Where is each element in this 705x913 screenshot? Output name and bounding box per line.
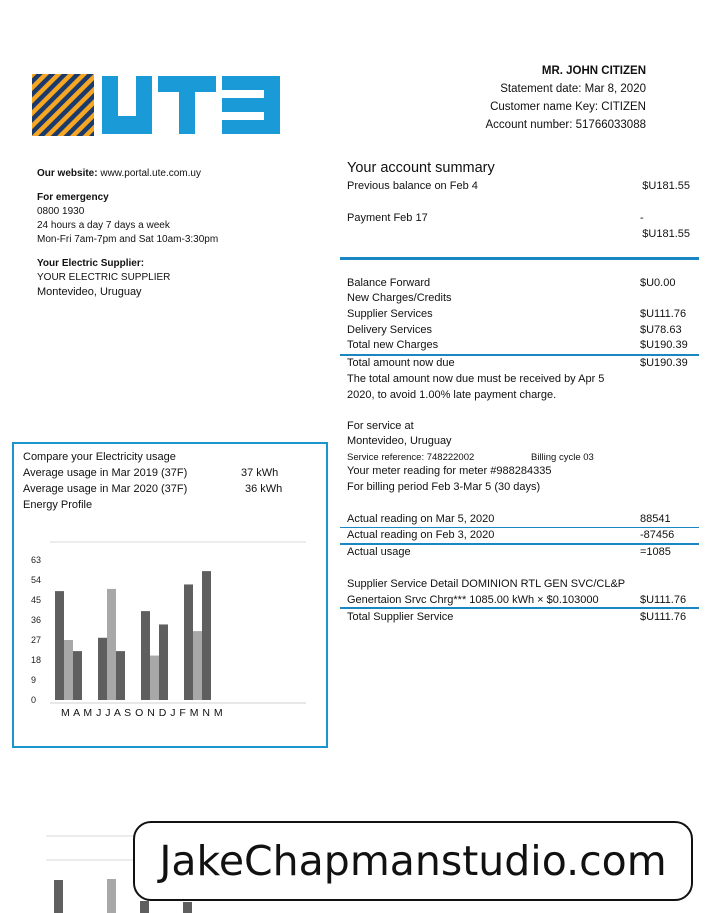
usage-bar bbox=[73, 651, 82, 700]
energy-profile-label: Energy Profile bbox=[23, 499, 93, 511]
fragment-bar bbox=[107, 879, 116, 913]
prev-balance-label: Previous balance on Feb 4 bbox=[347, 180, 478, 192]
balance-forward-row bbox=[347, 276, 690, 291]
new-charges-label: New Charges/Credits bbox=[347, 292, 452, 304]
contact-info bbox=[37, 167, 317, 299]
total-new-value: $U190.39 bbox=[640, 339, 688, 351]
payment-row bbox=[347, 211, 690, 226]
y-tick-label: 45 bbox=[31, 595, 42, 605]
usage-bar bbox=[55, 591, 64, 700]
usage-bar bbox=[150, 656, 159, 700]
usage-bar bbox=[202, 571, 211, 700]
avg-2019-value: 37 kWh bbox=[241, 467, 279, 479]
service-reference-row bbox=[347, 450, 690, 465]
y-tick-label: 18 bbox=[31, 655, 42, 665]
balance-forward-value: $U0.00 bbox=[640, 277, 676, 289]
due-note-text: 2020, to avoid 1.00% late payment charge. bbox=[347, 389, 557, 401]
y-tick-label: 36 bbox=[31, 615, 42, 625]
meter-reading-row bbox=[347, 464, 690, 479]
prev-balance-value: $U181.55 bbox=[642, 180, 690, 192]
website-link[interactable]: www.portal.ute.com.uy bbox=[100, 168, 201, 179]
meter-reading: Your meter reading for meter #988284335 bbox=[347, 465, 552, 477]
y-tick-label: 27 bbox=[31, 635, 42, 645]
usage-bar bbox=[107, 589, 116, 700]
avg-2019-label: Average usage in Mar 2019 (37F) bbox=[23, 467, 188, 479]
divider bbox=[340, 257, 699, 260]
billing-period: For billing period Feb 3-Mar 5 (30 days) bbox=[347, 481, 541, 493]
actual-mar-row bbox=[347, 512, 690, 527]
emergency-schedule: Mon-Fri 7am-7pm and Sat 10am-3:30pm bbox=[37, 234, 219, 245]
usage-chart bbox=[14, 444, 326, 746]
for-service-label: For service at bbox=[347, 420, 414, 432]
total-due-value: $U190.39 bbox=[640, 357, 688, 369]
delivery-services-value: $U78.63 bbox=[640, 324, 682, 336]
due-note-2 bbox=[347, 388, 690, 403]
usage-bar bbox=[64, 640, 73, 700]
fragment-bar bbox=[183, 902, 192, 913]
actual-usage-value: =1085 bbox=[640, 546, 671, 558]
fragment-bar bbox=[54, 880, 63, 913]
emergency-title: For emergency bbox=[37, 192, 109, 203]
y-tick-label: 0 bbox=[31, 695, 37, 705]
total-due-label: Total amount now due bbox=[347, 357, 455, 369]
usage-bar bbox=[159, 624, 168, 700]
actual-feb-label: Actual reading on Feb 3, 2020 bbox=[347, 529, 495, 541]
usage-bar bbox=[116, 651, 125, 700]
customer-key: Customer name Key: CITIZEN bbox=[490, 101, 646, 113]
billing-cycle: Billing cycle 03 bbox=[531, 452, 594, 463]
usage-compare-box bbox=[12, 442, 328, 748]
website-label: Our website: bbox=[37, 168, 98, 179]
due-note-text: The total amount now due must be received by Apr 5 bbox=[347, 373, 605, 385]
x-axis-labels: M A M J J A S O N D J F M N M bbox=[61, 707, 224, 719]
generation-label: Genertaion Srvc Chrg*** 1085.00 kWh × $0.103000 bbox=[347, 594, 599, 606]
avg-2020-label: Average usage in Mar 2020 (37F) bbox=[23, 483, 188, 495]
for-service-row bbox=[347, 419, 690, 434]
delivery-services-label: Delivery Services bbox=[347, 324, 432, 336]
y-tick-label: 63 bbox=[31, 555, 42, 565]
supplier-services-label: Supplier Services bbox=[347, 308, 433, 320]
usage-bar bbox=[193, 631, 202, 700]
account-number: Account number: 51766033088 bbox=[485, 119, 646, 131]
actual-usage-label: Actual usage bbox=[347, 546, 411, 558]
total-due-row bbox=[347, 356, 690, 371]
ute-logo bbox=[32, 72, 282, 138]
supplier-detail: Supplier Service Detail DOMINION RTL GEN SVC/CL&P bbox=[347, 578, 626, 590]
service-city-row bbox=[347, 434, 690, 449]
customer-header bbox=[486, 62, 646, 134]
actual-feb-row bbox=[347, 528, 690, 543]
total-supplier-label: Total Supplier Service bbox=[347, 611, 454, 623]
statement-date: Statement date: Mar 8, 2020 bbox=[500, 83, 646, 95]
billing-period-row bbox=[347, 480, 690, 495]
usage-bar bbox=[98, 638, 107, 700]
supplier-name: YOUR ELECTRIC SUPPLIER bbox=[37, 272, 171, 283]
generation-row bbox=[347, 593, 690, 608]
y-tick-label: 9 bbox=[31, 675, 37, 685]
supplier-title: Your Electric Supplier: bbox=[37, 258, 145, 269]
supplier-city: Montevideo, Uruguay bbox=[37, 286, 142, 298]
due-note-1 bbox=[347, 372, 690, 387]
total-supplier-value: $U111.76 bbox=[640, 611, 687, 623]
total-new-row bbox=[347, 338, 690, 353]
actual-mar-label: Actual reading on Mar 5, 2020 bbox=[347, 513, 495, 525]
supplier-detail-row bbox=[347, 577, 690, 592]
supplier-services-row bbox=[347, 307, 690, 322]
new-charges-row bbox=[347, 291, 690, 306]
supplier-services-value: $U111.76 bbox=[640, 308, 687, 320]
generation-value: $U111.76 bbox=[640, 594, 687, 606]
avg-2020-value: 36 kWh bbox=[245, 483, 283, 495]
summary-title: Your account summary bbox=[347, 160, 495, 176]
actual-mar-value: 88541 bbox=[640, 513, 671, 525]
divider bbox=[340, 607, 699, 609]
watermark: JakeChapmanstudio.com bbox=[133, 821, 693, 901]
payment-value: $U181.55 bbox=[642, 228, 690, 240]
balance-forward-label: Balance Forward bbox=[347, 277, 431, 289]
emergency-phone: 0800 1930 bbox=[37, 206, 85, 217]
customer-name: MR. JOHN CITIZEN bbox=[541, 65, 646, 77]
payment-dash: - bbox=[640, 212, 644, 224]
fragment-bar bbox=[140, 901, 149, 913]
y-tick-label: 54 bbox=[31, 575, 42, 585]
usage-bar bbox=[141, 611, 150, 700]
prev-balance-row bbox=[347, 179, 690, 194]
total-new-label: Total new Charges bbox=[347, 339, 439, 351]
total-supplier-row bbox=[347, 610, 690, 625]
service-reference: Service reference: 748222002 bbox=[347, 452, 475, 463]
emergency-hours: 24 hours a day 7 days a week bbox=[37, 220, 170, 231]
compare-title: Compare your Electricity usage bbox=[23, 451, 176, 463]
delivery-services-row bbox=[347, 323, 690, 338]
payment-label: Payment Feb 17 bbox=[347, 212, 428, 224]
service-city: Montevideo, Uruguay bbox=[347, 435, 452, 447]
usage-bar bbox=[184, 584, 193, 700]
actual-usage-row bbox=[347, 545, 690, 560]
actual-feb-value: -87456 bbox=[640, 529, 675, 541]
